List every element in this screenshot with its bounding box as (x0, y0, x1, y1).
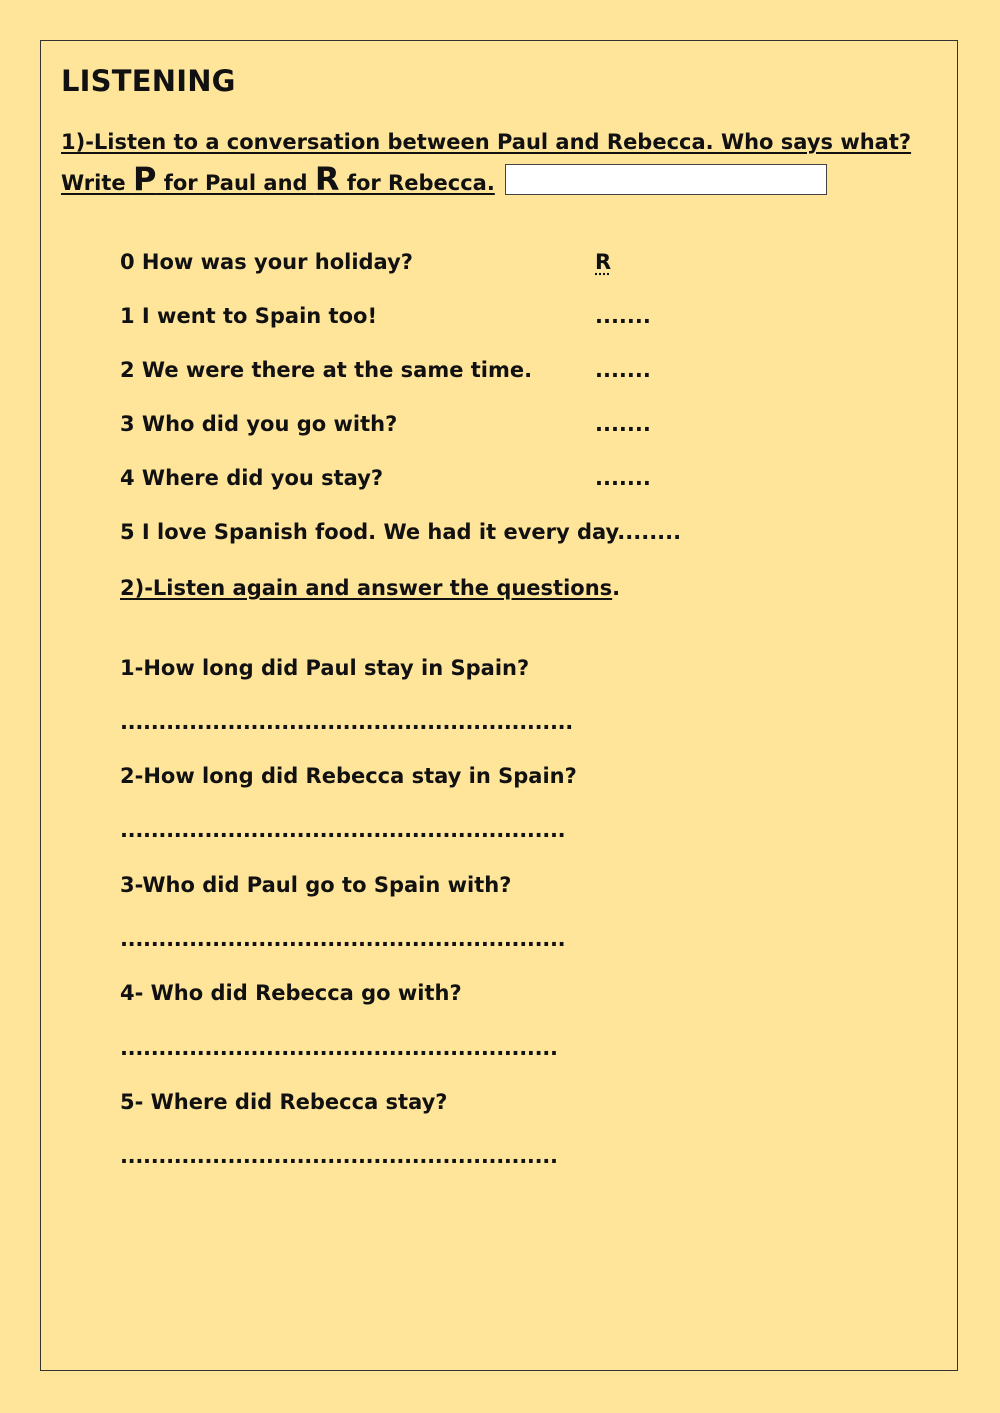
statement-3: 3 Who did you go with? (120, 412, 398, 436)
statement-4-answer-blank[interactable]: ....... (595, 466, 651, 490)
exercise1-instruction-line1: 1)-Listen to a conversation between Paul and Rebecca. Who says what? (61, 130, 912, 154)
question-3: 3-Who did Paul go to Spain with? (120, 873, 512, 897)
statement-1: 1 I went to Spain too! (120, 304, 378, 328)
answer-input-box[interactable] (505, 164, 827, 195)
statement-2: 2 We were there at the same time. (120, 358, 533, 382)
exercise2-heading-period: . (612, 576, 621, 600)
exercise2-heading (120, 576, 620, 600)
worksheet-title: LISTENING (61, 64, 236, 98)
question-4: 4- Who did Rebecca go with? (120, 981, 462, 1005)
question-4-answer-line[interactable]: ......................................................... (120, 1036, 558, 1060)
statement-1-answer-blank[interactable]: ....... (595, 304, 651, 328)
question-2-answer-line[interactable]: .......................................................... (120, 818, 566, 842)
question-1-answer-line[interactable]: ........................................................... (120, 710, 573, 734)
statement-4: 4 Where did you stay? (120, 466, 384, 490)
instruction-paul-text: for Paul and (156, 171, 315, 195)
question-3-answer-line[interactable]: .......................................................... (120, 927, 566, 951)
instruction-write-text: Write (61, 171, 133, 195)
instruction-rebecca-text: for Rebecca. (339, 171, 495, 195)
statement-2-answer-blank[interactable]: ....... (595, 358, 651, 382)
exercise1-instruction-line2 (61, 160, 495, 198)
question-5: 5- Where did Rebecca stay? (120, 1090, 448, 1114)
letter-p: P (132, 160, 157, 198)
letter-r: R (314, 160, 340, 198)
statement-0: 0 How was your holiday? (120, 250, 413, 274)
worksheet-frame (40, 40, 958, 1371)
statement-5: 5 I love Spanish food. We had it every day........ (120, 520, 682, 544)
statement-3-answer-blank[interactable]: ....... (595, 412, 651, 436)
exercise2-heading-text: 2)-Listen again and answer the questions (120, 576, 613, 600)
question-1: 1-How long did Paul stay in Spain? (120, 656, 530, 680)
question-5-answer-line[interactable]: ......................................................... (120, 1144, 558, 1168)
statement-0-answer: R (595, 250, 612, 274)
question-2: 2-How long did Rebecca stay in Spain? (120, 764, 577, 788)
